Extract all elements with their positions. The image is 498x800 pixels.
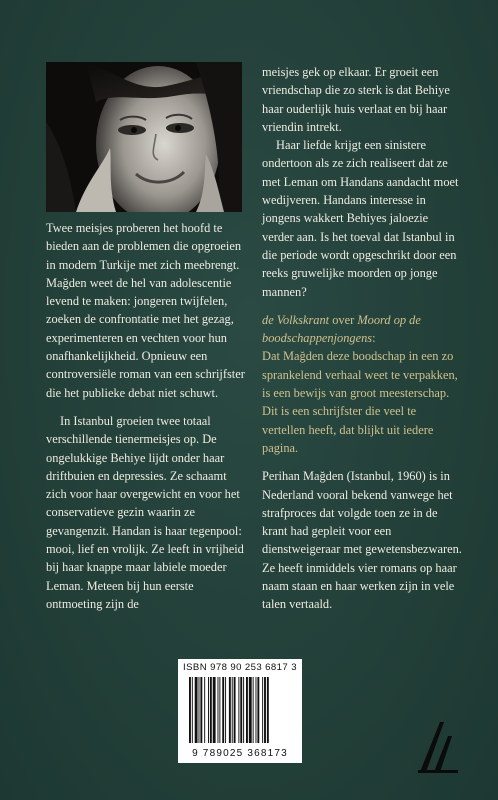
barcode-bar: [249, 677, 252, 743]
barcode-bar: [199, 677, 200, 743]
barcode-digits: 9 789025 368173: [192, 748, 288, 759]
author-bio: Perihan Mağden (Istanbul, 1960) is in Nederland vooral bekend vanwege het strafproces dat volgde toen ze in de krant had gepleit voor een dienstweigeraar met gewetensbezwaren. Ze heeft inmiddels vier romans op haar naam staan en haar werken zijn in vele talen vertaald.: [262, 469, 462, 612]
press-quote-source: [262, 311, 462, 348]
barcode-bar: [192, 677, 193, 743]
barcode-bar: [222, 677, 224, 743]
intro-paragraph: Twee meisjes proberen het hoofd te bieden aan de problemen die opgroeien in modern Turkije met zich meebrengt. Mağden weet de hel van adolescentie levend te maken: jongeren twijfelen, zoeken de confrontatie met het gezag, experimenteren en vechten voor hun onafhankelijkheid. Opnieuw een controversiële roman van een schrijfster die het publieke debat niet schuwt.: [46, 221, 245, 400]
barcode-bar: [225, 677, 226, 743]
quote-source-over: over: [329, 312, 358, 327]
left-text-column: [46, 219, 246, 613]
publisher-logo-icon: [414, 718, 464, 774]
barcode-bar: [232, 677, 233, 743]
barcode-bar: [243, 677, 244, 743]
barcode-bar: [240, 677, 242, 743]
barcode-bar: [204, 677, 205, 743]
barcode-bar: [234, 677, 236, 743]
quote-source-colon: :: [372, 331, 376, 346]
isbn-label: ISBN 978 90 253 6817 3: [183, 662, 297, 673]
barcode-bar: [253, 677, 254, 743]
barcode-bar: [246, 677, 248, 743]
author-portrait-image: [46, 62, 242, 212]
barcode-bar: [264, 677, 266, 743]
barcode-bar: [195, 677, 198, 743]
quote-source-paper: de Volkskrant: [262, 312, 330, 327]
plot-paragraph-2: Haar liefde krijgt een sinistere ondertoon als ze zich realiseert dat ze met Leman om Handans aandacht moet wedijveren. Handans interesse in jongens wakkert Behiyes jaloezie verder aan. Is het toeval dat Istanbul in die periode wordt opgeschrikt door een reeks gruwelijke moorden op jonge mannen?: [262, 138, 459, 299]
barcode-bar: [213, 677, 216, 743]
barcode-bar: [256, 677, 257, 743]
barcode-bars: [187, 677, 295, 743]
barcode-bar: [229, 677, 231, 743]
quote-source-book: Moord op de boodschappenjongens: [262, 312, 421, 346]
barcode-bar: [210, 677, 212, 743]
barcode-bar: [257, 677, 259, 743]
barcode-bar: [200, 677, 202, 743]
barcode-bar: [218, 677, 219, 743]
right-text-column: [262, 63, 462, 614]
barcode-bar: [262, 677, 263, 743]
plot-paragraph-continued: meisjes gek op elkaar. Er groeit een vriendschap die zo sterk is dat Behiye haar ouderlijk huis verlaat en bij haar vriendin intrekt.: [262, 65, 450, 134]
barcode-bar: [238, 677, 239, 743]
author-photo: [46, 62, 242, 212]
barcode-bar: [267, 677, 269, 743]
barcode-bar: [208, 677, 209, 743]
barcode-bar: [189, 677, 191, 743]
press-quote: Dat Mağden deze boodschap in een zo sprankelend verhaal weet te verpakken, is een bewijs van groot meesterschap. Dit is een schrijfster die veel te vertellen heeft, dat blijkt uit iedere pagina.: [262, 349, 458, 455]
barcode-bar: [219, 677, 220, 743]
plot-paragraph: In Istanbul groeien twee totaal verschillende tienermeisjes op. De ongelukkige Behiye lijdt onder haar driftbuien en depressies. Ze schaamt zich voor haar overgewicht en voor het conservatieve gezin waarin ze gevangenzit. Handan is haar tegenpool: mooi, lief en vrolijk. Ze leeft in vrijheid bij haar knappe maar labiele moeder Leman. Meteen bij hun eerste ontmoeting zijn de: [46, 413, 244, 611]
barcode-label: [178, 659, 302, 763]
